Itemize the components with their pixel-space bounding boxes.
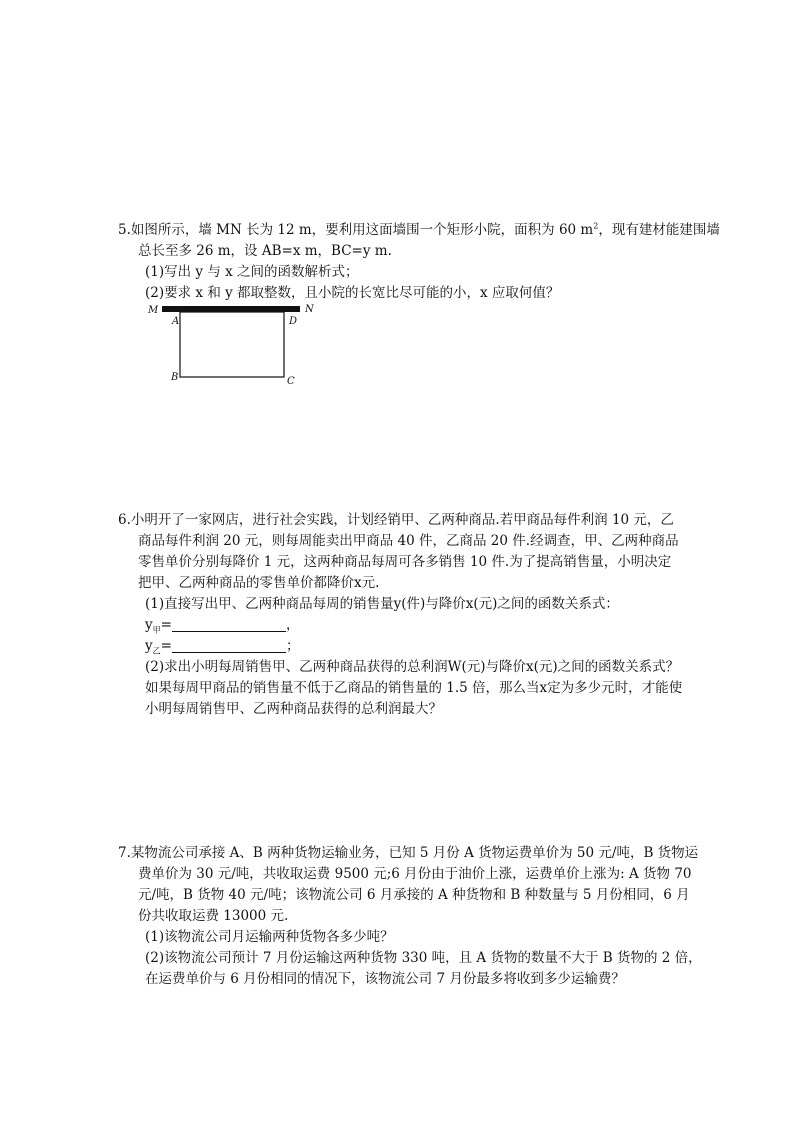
- q7-part-2-line-2: 在运费单价与 6 月份相同的情况下，该物流公司 7 月份最多将收到多少运输费？: [145, 971, 625, 987]
- q5-unit-superscript: 2: [593, 221, 599, 231]
- q5-figure: [140, 300, 320, 390]
- q7-line-4: 份共收取运费 13000 元.: [138, 908, 289, 924]
- y-jia-answer-blank[interactable]: [172, 617, 286, 632]
- q6-part-2-line-2: 如果每周甲商品的销售量不低于乙商品的销售量的 1.5 倍，那么当x定为多少元时，才能使: [145, 680, 683, 696]
- q6-line-3: 零售单价分别每降价 1 元，这两种商品每周可各多销售 10 件.为了提高销售量，小明决定: [138, 554, 672, 570]
- q7-part-2-line-1: (2)该物流公司预计 7 月份运输这两种货物 330 吨，且 A 货物的数量不大于 B 货物的 2 倍，: [145, 950, 702, 966]
- y-jia-subscript: 甲: [152, 625, 161, 635]
- y-yi-subscript: 乙: [152, 646, 161, 656]
- q6-part-2-line-1: (2)求出小明每周销售甲、乙两种商品获得的总利润W(元)与降价x(元)之间的函数关系式？: [145, 659, 680, 675]
- q5-part-1: (1)写出 y 与 x 之间的函数解析式；: [145, 264, 359, 280]
- yard-rectangle: [180, 312, 284, 377]
- q5-part-2: (2)要求 x 和 y 都取整数，且小院的长宽比尽可能的小，x 应取何值？: [145, 285, 560, 301]
- question-5: [118, 220, 720, 304]
- label-c: C: [287, 376, 295, 387]
- y-yi-answer-blank[interactable]: [172, 638, 286, 653]
- q7-part-1: (1)该物流公司月运输两种货物各多少吨？: [145, 929, 394, 945]
- q6-y-jia-row: [118, 615, 700, 636]
- q6-y-yi-row: [118, 636, 700, 657]
- wall-mn: [162, 306, 300, 312]
- q5-line-2: 总长至多 26 m，设 AB=x m，BC=y m.: [138, 243, 392, 259]
- q5-line-1-text: 5.如图所示，墙 MN 长为 12 m，要利用这面墙围一个矩形小院，面积为 60 m: [118, 222, 594, 238]
- label-a: A: [172, 316, 180, 327]
- question-6: [118, 510, 700, 720]
- q5-line-1: [118, 220, 720, 241]
- q7-line-2: 费单价为 30 元/吨，共收取运费 9500 元;6 月份由于油价上涨，运费单价上涨为: A 货物 70: [138, 866, 692, 882]
- q7-line-1: 7.某物流公司承接 A、B 两种货物运输业务，已知 5 月份 A 货物运费单价为 50 元/吨，B 货物运: [118, 845, 699, 861]
- label-n: N: [305, 304, 314, 315]
- y-jia-end: ，: [285, 617, 300, 633]
- y-yi-equals: =: [160, 638, 172, 654]
- q6-part-2-line-3: 小明每周销售甲、乙两种商品获得的总利润最大？: [145, 701, 442, 717]
- q6-line-1: 6.小明开了一家网店，进行社会实践，计划经销甲、乙两种商品.若甲商品每件利润 10 元，乙: [118, 512, 674, 528]
- q6-line-2: 商品每件利润 20 元，则每周能卖出甲商品 40 件，乙商品 20 件.经调查，甲、乙两种商品: [138, 533, 679, 549]
- label-d: D: [289, 316, 298, 327]
- y-yi-symbol: y: [145, 638, 153, 654]
- y-jia-equals: =: [160, 617, 172, 633]
- y-yi-end: ；: [285, 638, 300, 654]
- q7-line-3: 元/吨，B 货物 40 元/吨；该物流公司 6 月承接的 A 种货物和 B 种数量与 5 月份相同，6 月: [138, 887, 690, 903]
- question-7: [118, 843, 700, 990]
- label-b: B: [171, 372, 179, 383]
- label-m: M: [148, 305, 159, 316]
- y-jia-symbol: y: [145, 617, 153, 633]
- q6-part-1: (1)直接写出甲、乙两种商品每周的销售量y(件)与降价x(元)之间的函数关系式：: [145, 596, 619, 612]
- q5-line-1-end: ，现有建材能建围墙: [598, 222, 720, 238]
- q6-line-4: 把甲、乙两种商品的零售单价都降价x元.: [138, 575, 380, 591]
